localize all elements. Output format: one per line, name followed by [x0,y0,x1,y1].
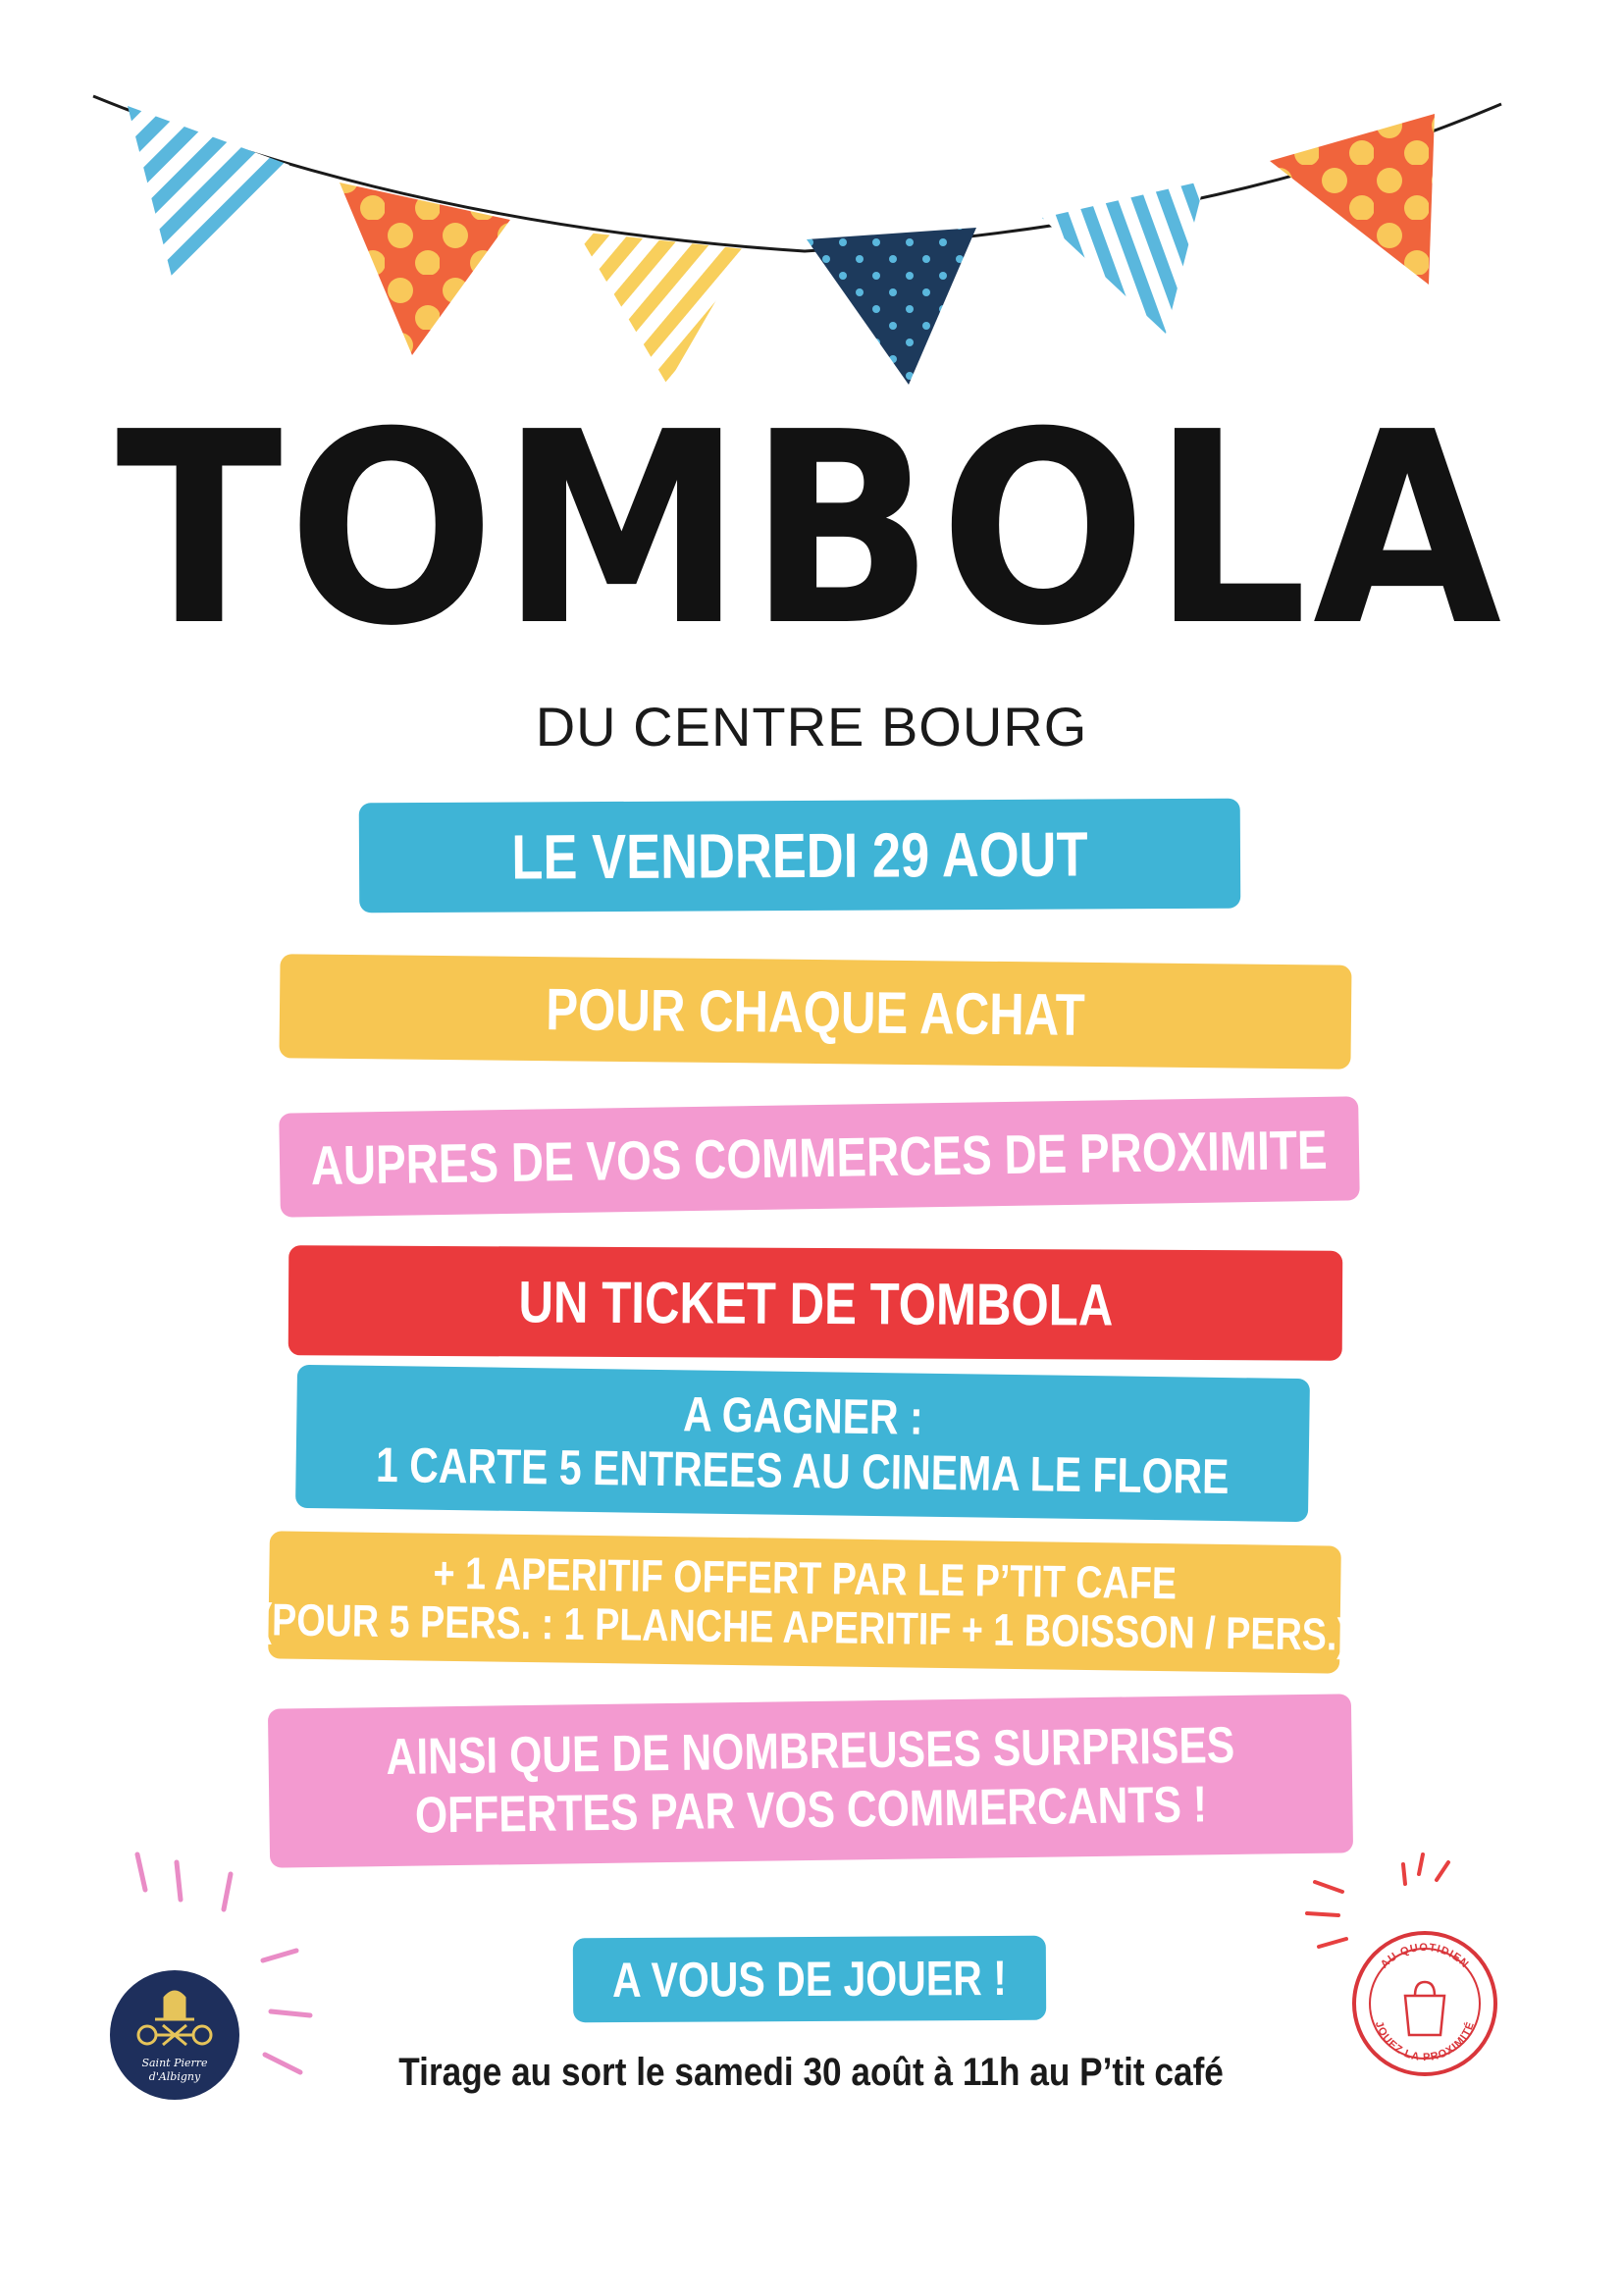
prize-banner [295,1365,1310,1522]
surprises-banner [268,1694,1353,1867]
bunting-garland-icon [0,0,1623,412]
poster-subtitle: DU CENTRE BOURG [535,696,1088,757]
pennant-orange-dotted-2 [1270,114,1435,285]
shops-text: AUPRES DE VOS COMMERCES DE PROXIMITE [310,1118,1329,1196]
svg-text:AU QUOTIDIEN: AU QUOTIDIEN [1378,1941,1472,1971]
prize-heading: A GAGNER : [682,1386,924,1445]
prize-aperitif-detail: (POUR 5 PERS. : 1 PLANCHE APERITIF + 1 BOISSON / PERS.) [259,1593,1350,1660]
date-text: LE VENDREDI 29 AOUT [511,818,1088,893]
parish-logo-icon [108,1968,241,2102]
pennant-blue-striped [128,106,289,277]
pennant-blue-striped-2 [1042,181,1205,334]
purchase-banner [279,954,1351,1069]
prize-aperitif: + 1 APERITIF OFFERT PAR LE P’TIT CAFE [433,1546,1178,1609]
logo-left-text: Saint Pierre [141,2057,208,2069]
surprises-line-2: OFFERTES PAR VOS COMMERCANTS ! [414,1776,1208,1845]
date-banner [359,799,1241,913]
surprises-line-1: AINSI QUE DE NOMBREUSES SURPRISES [385,1716,1235,1787]
poster-title: TOMBOLA [116,375,1507,684]
aperitif-banner [259,1531,1350,1673]
ticket-banner [288,1245,1343,1361]
purchase-text: POUR CHAQUE ACHAT [545,975,1086,1048]
pennant-orange-dotted [340,183,510,355]
shops-banner [279,1096,1360,1217]
pennant-navy-dotted [807,228,976,385]
call-to-action-banner [573,1936,1046,2023]
svg-text:d'Albigny: d'Albigny [148,2070,201,2083]
prize-cinema: 1 CARTE 5 ENTREES AU CINEMA LE FLORE [375,1436,1230,1505]
call-to-action-text: A VOUS DE JOUER ! [611,1950,1008,2009]
pennant-yellow-striped [577,232,746,385]
shop-proximity-stamp-icon [1348,1927,1501,2080]
draw-info-text: Tirage au sort le samedi 30 août à 11h au P’tit café [398,2051,1225,2094]
svg-text:JOUEZ LA PROXIMITÉ: JOUEZ LA PROXIMITÉ [1372,2019,1478,2064]
ticket-text: UN TICKET DE TOMBOLA [517,1268,1114,1338]
